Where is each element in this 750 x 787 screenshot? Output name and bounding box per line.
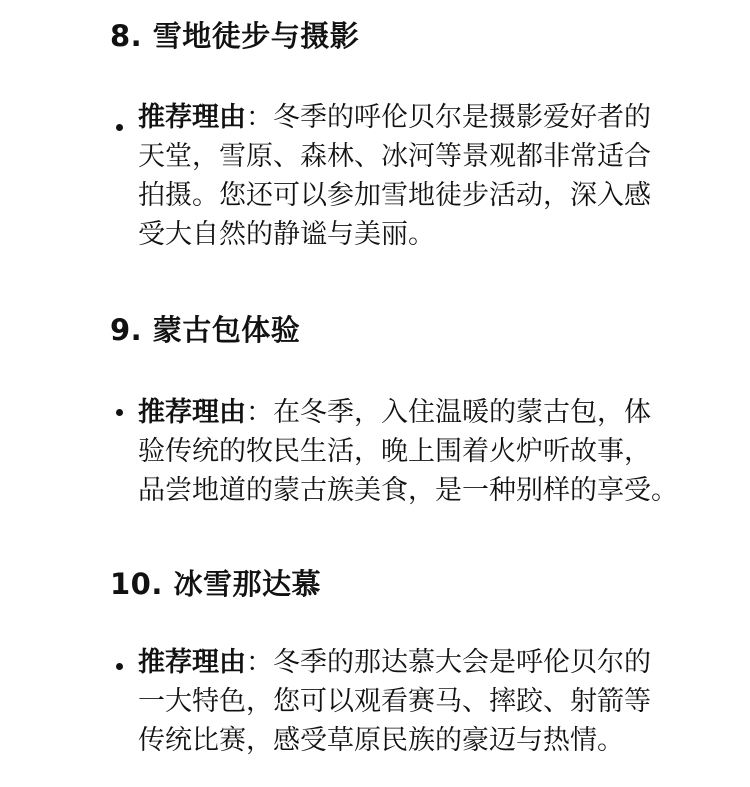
reason-label: 推荐理由: [138, 102, 246, 133]
paragraph-line: [138, 393, 718, 432]
label-separator: ：: [246, 397, 273, 428]
reason-label: 推荐理由: [138, 647, 246, 678]
section-heading: 9. 蒙古包体验: [110, 313, 301, 347]
bullet-dot: [116, 663, 123, 670]
label-separator: ：: [246, 647, 273, 678]
line-text: 冬季的那达慕大会是呼伦贝尔的: [273, 647, 651, 678]
reason-label: 推荐理由: [138, 397, 246, 428]
bullet-paragraph: [138, 393, 718, 510]
bullet-paragraph: [138, 643, 718, 760]
paragraph-line: 验传统的牧民生活，晚上围着火炉听故事，: [138, 436, 651, 467]
paragraph-line: [138, 643, 718, 682]
paragraph-line: 传统比赛，感受草原民族的豪迈与热情。: [138, 725, 624, 756]
paragraph-line: 品尝地道的蒙古族美食，是一种别样的享受。: [138, 475, 678, 506]
paragraph-line: [138, 98, 718, 137]
paragraph-line: 天堂，雪原、森林、冰河等景观都非常适合: [138, 141, 651, 172]
section-heading: 8. 雪地徒步与摄影: [110, 19, 360, 53]
paragraph-line: 拍摄。您还可以参加雪地徒步活动，深入感: [138, 180, 651, 211]
paragraph-line: 一大特色，您可以观看赛马、摔跤、射箭等: [138, 686, 651, 717]
section-heading: 10. 冰雪那达慕: [110, 567, 321, 601]
bullet-paragraph: [138, 98, 718, 254]
label-separator: ：: [246, 102, 273, 133]
line-text: 冬季的呼伦贝尔是摄影爱好者的: [273, 102, 651, 133]
paragraph-line: 受大自然的静谧与美丽。: [138, 219, 435, 250]
bullet-dot: [116, 124, 123, 131]
line-text: 在冬季，入住温暖的蒙古包，体: [273, 397, 651, 428]
bullet-dot: [116, 409, 123, 416]
